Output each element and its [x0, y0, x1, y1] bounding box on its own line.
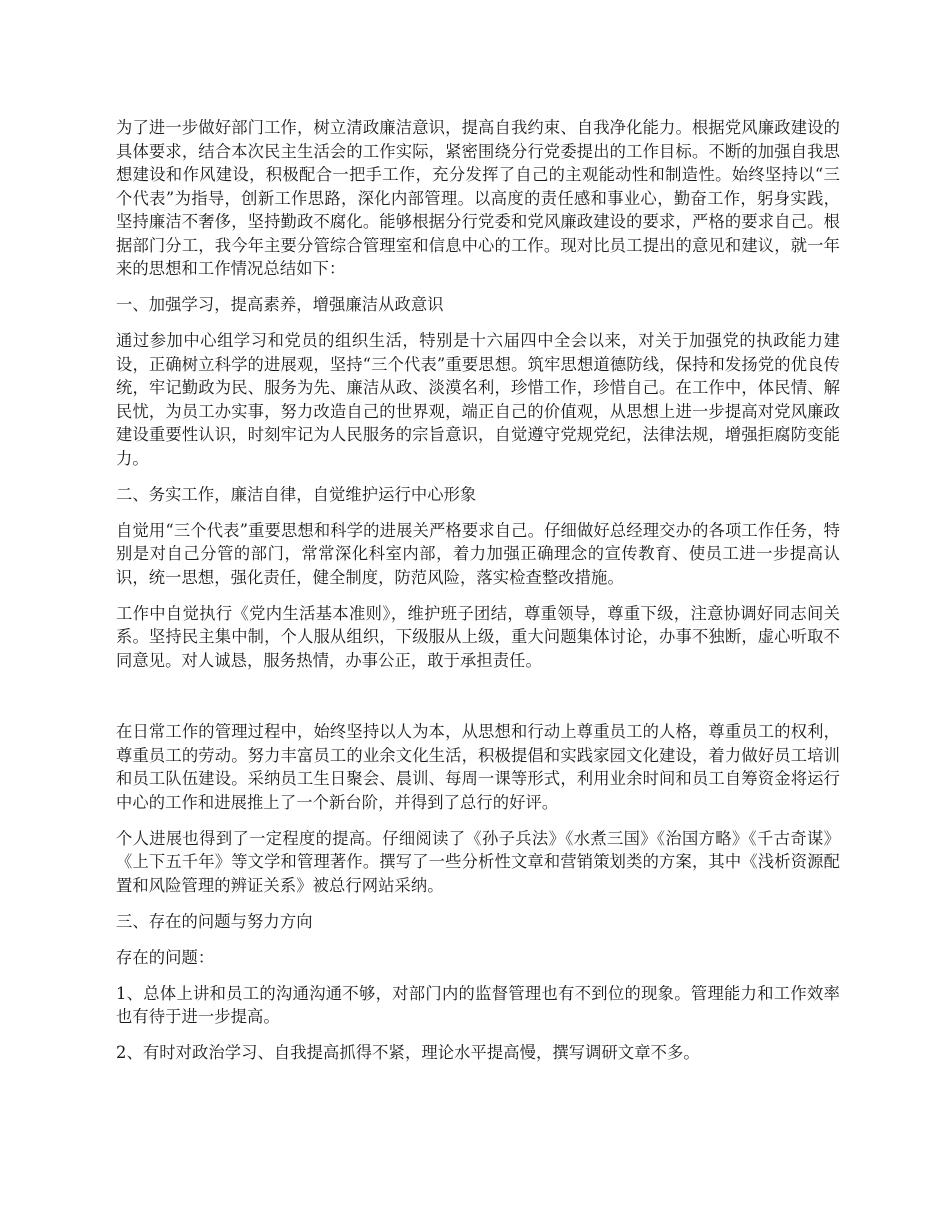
section-heading-2: 二、务实工作，廉洁自律，自觉维护运行中心形象	[116, 484, 477, 504]
paragraph-work: 自觉用“三个代表”重要思想和科学的进展关严格要求自己。仔细做好总经理交办的各项工作任务，特别是对自己分管的部门，常常深化科室内部，着力加强正确理念的宣传教育、使员工进一步提高认识，统一思想，强化责任，健全制度，防范风险，落实检查整改措施。	[116, 520, 840, 587]
section-heading-3: 三、存在的问题与努力方向	[116, 911, 313, 931]
paragraph-rules: 工作中自觉执行《党内生活基本准则》，维护班子团结，尊重领导，尊重下级，注意协调好同志间关系。坚持民主集中制，个人服从组织，下级服从上级，重大问题集体讨论，办事不独断，虚心听取不同意见。对人诚恳，服务热情，办事公正，敢于承担责任。	[116, 603, 840, 670]
paragraph-study: 通过参加中心组学习和党员的组织生活，特别是十六届四中全会以来，对关于加强党的执政能力建设，正确树立科学的进展观，坚持“三个代表”重要思想。筑牢思想道德防线，保持和发扬党的优良传统，牢记勤政为民、服务为先、廉洁从政、淡漠名利，珍惜工作，珍惜自己。在工作中，体民情、解民忧，为员工办实事，努力改造自己的世界观，端正自己的价值观，从思想上进一步提高对党风廉政建设重要性认识，时刻牢记为人民服务的宗旨意识，自觉遵守党规党纪，法律法规，增强拒腐防变能力。	[116, 331, 840, 468]
paragraph-management: 在日常工作的管理过程中，始终坚持以人为本，从思想和行动上尊重员工的人格，尊重员工的权利，尊重员工的劳动。努力丰富员工的业余文化生活，积极提倡和实践家园文化建设，着力做好员工培训和员工队伍建设。采纳员工生日聚会、晨训、每周一课等形式，利用业余时间和员工自筹资金将运行中心的工作和进展推上了一个新台阶，并得到了总行的好评。	[116, 722, 840, 812]
list-item-problem-1: 1、总体上讲和员工的沟通沟通不够，对部门内的监督管理也有不到位的现象。管理能力和工作效率也有待于进一步提高。	[116, 983, 840, 1026]
paragraph-problems-label: 存在的问题：	[116, 947, 215, 967]
document-body	[116, 116, 840, 1077]
paragraph-intro: 为了进一步做好部门工作，树立清政廉洁意识，提高自我约束、自我净化能力。根据党风廉政建设的具体要求，结合本次民主生活会的工作实际，紧密围绕分行党委提出的工作目标。不断的加强自我思想建设和作风建设，积极配合一把手工作，充分发挥了自己的主观能动性和制造性。始终坚持以“三个代表”为指导，创新工作思路，深化内部管理。以高度的责任感和事业心，勤奋工作，躬身实践，坚持廉洁不奢侈，坚持勤政不腐化。能够根据分行党委和党风廉政建设的要求，严格的要求自己。根据部门分工，我今年主要分管综合管理室和信息中心的工作。现对比员工提出的意见和建议，就一年来的思想和工作情况总结如下：	[116, 118, 840, 278]
section-heading-1: 一、加强学习，提高素养，增强廉洁从政意识	[116, 295, 444, 314]
list-item-problem-2: 2、有时对政治学习、自我提高抓得不紧，理论水平提高慢，撰写调研文章不多。	[116, 1043, 700, 1062]
paragraph-personal: 个人进展也得到了一定程度的提高。仔细阅读了《孙子兵法》《水煮三国》《治国方略》《千古奇谋》《上下五千年》等文学和管理著作。撰写了一些分析性文章和营销策划类的方案，其中《浅析资源配置和风险管理的辨证关系》被总行网站采纳。	[116, 828, 840, 895]
